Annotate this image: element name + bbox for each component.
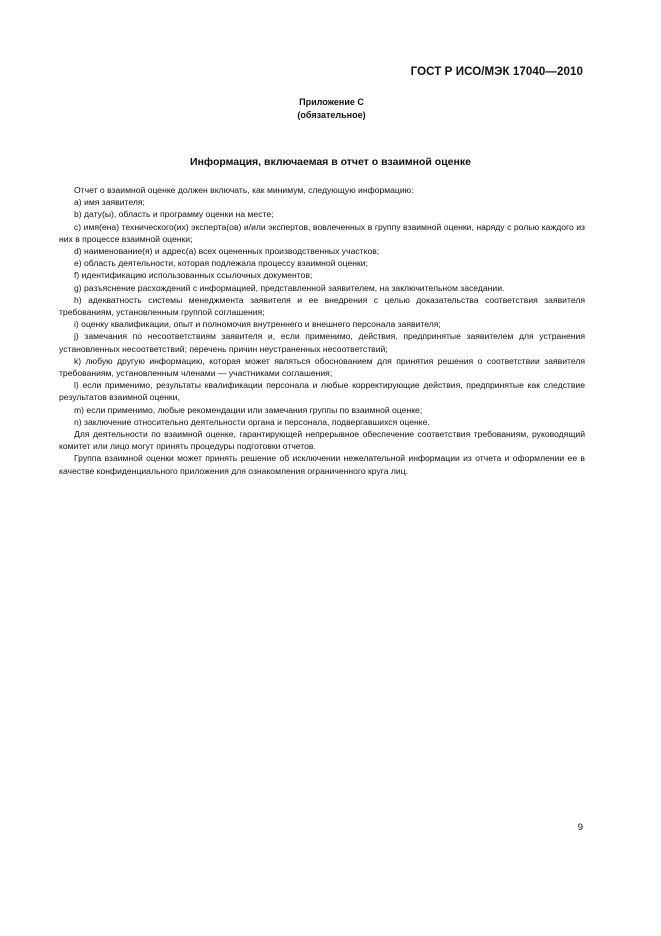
procedures-paragraph: Для деятельности по взаимной оценке, гарантирующей непрерывное обеспечение соответствия требованиям, руководящий комитет или лицо могут принять процедуры подготовки отчетов. xyxy=(59,429,585,452)
list-item-h: h) адекватность системы менеджмента заявителя и ее внедрения с целью доказательства соответствия заявителя требованиям, установленным группой соглашения; xyxy=(59,294,585,318)
list-item-n: n) заключение относительно деятельности органа и персонала, подвергавшихся оценке. xyxy=(74,416,430,427)
list-item-a: а) имя заявителя; xyxy=(74,197,145,208)
list-item-j: j) замечания по несоответствиям заявителя и, если применимо, действия, предпринятые заявителем для устранения установленных несоответствий; перечень причин неустраненных несоответствий; xyxy=(59,331,585,354)
list-item-f: f) идентификацию использованных ссылочных документов; xyxy=(74,270,313,281)
page-number: 9 xyxy=(577,822,583,833)
annex-title: Приложение С xyxy=(299,97,364,107)
list-item-c: с) имя(ена) технического(их) эксперта(ов) и/или экспертов, вовлеченных в группу взаимной оценки, наряду с ролью каждого из них в процессе взаимной оценки; xyxy=(59,221,585,244)
list-item-m: m) если применимо, любые рекомендации или замечания группы по взаимной оценке; xyxy=(74,404,423,415)
list-item-g: g) разъяснение расхождений с информацией, представленной заявителем, на заключительном заседании. xyxy=(74,282,505,293)
section-title: Информация, включаемая в отчет о взаимной оценке xyxy=(190,156,471,168)
list-item-i: i) оценку квалификации, опыт и полномочия внутреннего и внешнего персонала заявителя; xyxy=(74,319,441,330)
document-code: ГОСТ Р ИСО/МЭК 17040—2010 xyxy=(410,66,583,78)
annex-heading xyxy=(0,96,661,122)
annex-status: (обязательное) xyxy=(297,110,366,120)
intro-paragraph: Отчет о взаимной оценке должен включать, как минимум, следующую информацию: xyxy=(74,185,414,195)
list-item-b: b) дату(ы), область и программу оценки на месте; xyxy=(74,209,274,220)
list-item-k: k) любую другую информацию, которая может являться обоснованием для принятия решения о соответствии заявителя требованиям, установленным членами — участниками соглашения; xyxy=(59,355,585,379)
list-item-e: е) область деятельности, которая подлежала процессу взаимной оценки; xyxy=(74,258,368,269)
list-item-d: d) наименование(я) и адрес(а) всех оцененных производственных участков; xyxy=(74,246,380,257)
body-text xyxy=(59,184,585,477)
list-item-l: l) если применимо, результаты квалификации персонала и любые корректирующие действия, предпринятые как следствие результатов взаимной оценки, xyxy=(59,380,585,403)
confidential-annex-paragraph: Группа взаимной оценки может принять решение об исключении нежелательной информации из отчета и оформлении ее в качестве конфиденциального приложения для ознакомления ограниченного круга лиц. xyxy=(59,453,585,476)
